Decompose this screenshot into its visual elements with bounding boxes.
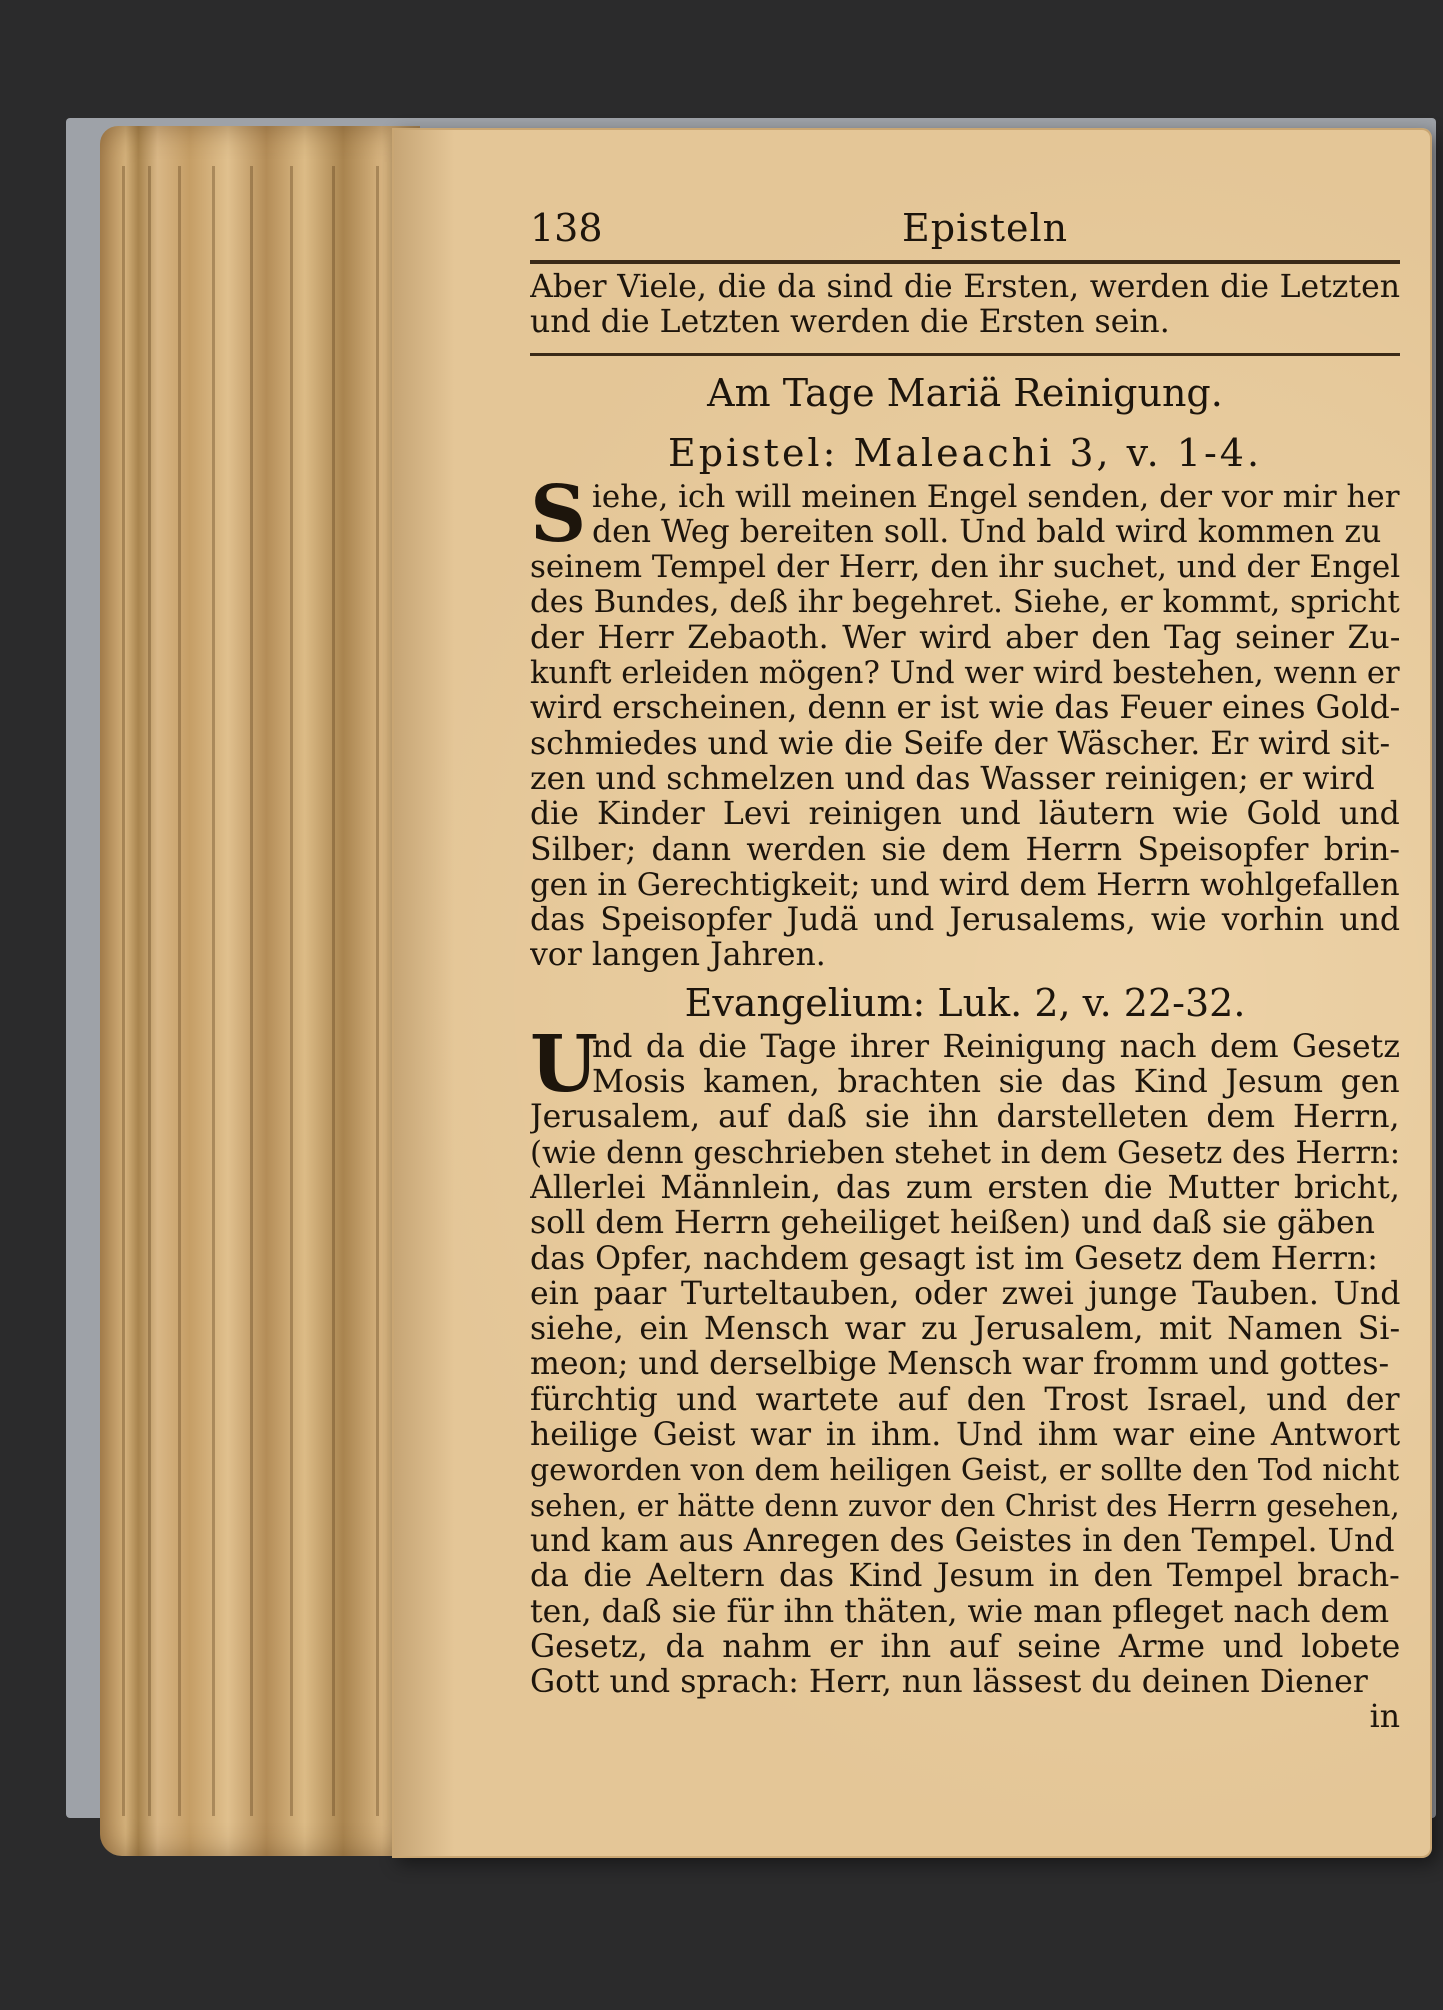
text-line: siehe, ein Mensch war zu Jerusalem, mit Namen Si- <box>530 1312 1400 1348</box>
text-line: (wie denn geschrieben stehet in dem Gesetz des Herrn: <box>530 1135 1400 1171</box>
text-line: soll dem Herrn geheiliget heißen) und daß sie gäben <box>530 1206 1375 1242</box>
text-line: nd da die Tage ihrer Reinigung nach dem Gesetz <box>592 1029 1400 1065</box>
text-line: und kam aus Anregen des Geistes in den Tempel. Und <box>530 1523 1395 1559</box>
text-line: und die Letzten werden die Ersten sein. <box>530 305 1170 341</box>
section-rule <box>530 353 1400 356</box>
running-title: Episteln <box>902 206 1069 250</box>
page-header <box>530 200 1400 260</box>
text-line: heilige Geist war in ihm. Und ihm war eine Antwort <box>530 1418 1400 1454</box>
text-line: des Bundes, deß ihr begehret. Siehe, er kommt, spricht <box>530 585 1400 621</box>
text-line: sehen, er hätte denn zuvor den Christ des Herrn gesehen, <box>530 1488 1400 1523</box>
text-line: ten, daß sie für ihn thäten, wie man pfleget nach dem <box>530 1594 1390 1630</box>
text-line: Gesetz, da nahm er ihn auf seine Arme und lobete <box>530 1629 1400 1665</box>
gospel-text <box>530 1018 1400 1701</box>
text-line: iehe, ich will meinen Engel senden, der vor mir her <box>592 479 1400 515</box>
text-line: fürchtig und wartete auf den Trost Israel, und der <box>530 1382 1400 1418</box>
epistle-text <box>530 468 1400 974</box>
text-line: das Opfer, nachdem gesagt ist im Gesetz dem Herrn: <box>530 1241 1378 1277</box>
text-line: Gott und sprach: Herr, nun lässest du deinen Diener <box>530 1665 1368 1701</box>
text-line: den Weg bereiten soll. Und bald wird kommen zu <box>592 514 1382 550</box>
book-page-edges <box>100 126 420 1856</box>
text-line: ein paar Turteltauben, oder zwei junge Tauben. Und <box>530 1276 1400 1312</box>
text-line: gen in Gerechtigkeit; und wird dem Herrn wohlgefallen <box>530 867 1400 903</box>
text-line: kunft erleiden mögen? Und wer wird bestehen, wenn er <box>530 656 1400 692</box>
gospel-dropcap: U <box>530 1018 599 1110</box>
text-line: der Herr Zebaoth. Wer wird aber den Tag seiner Zu- <box>530 620 1400 656</box>
previous-section-ending <box>530 270 1400 341</box>
catchword: in <box>1369 1699 1400 1736</box>
text-line: da die Aeltern das Kind Jesum in den Tempel brach- <box>530 1559 1400 1595</box>
epistle-dropcap: S <box>530 468 587 560</box>
text-line: Mosis kamen, brachten sie das Kind Jesum gen <box>592 1065 1400 1101</box>
text-line: Allerlei Männlein, das zum ersten die Mutter bricht, <box>530 1170 1400 1206</box>
text-line: vor langen Jahren. <box>530 938 826 974</box>
text-line: das Speisopfer Judä und Jerusalems, wie vorhin und <box>530 903 1400 939</box>
header-rule <box>530 260 1400 264</box>
page-content <box>530 200 1400 1735</box>
text-line: geworden von dem heiligen Geist, er sollte den Tod nicht <box>530 1453 1400 1489</box>
text-line: Jerusalem, auf daß sie ihn darstelleten dem Herrn, <box>530 1100 1400 1136</box>
text-line: seinem Tempel der Herr, den ihr suchet, und der Engel <box>530 550 1400 586</box>
text-line: die Kinder Levi reinigen und läutern wie Gold und <box>530 797 1400 833</box>
text-line: schmiedes und wie die Seife der Wäscher. Er wird sit- <box>530 726 1391 762</box>
page-number: 138 <box>530 206 603 250</box>
gospel-heading: Evangelium: Luk. 2, v. 22-32. <box>684 980 1246 1025</box>
text-line: Aber Viele, die da sind die Ersten, werden die Letzten <box>530 270 1400 305</box>
text-line: meon; und derselbige Mensch war fromm und gottes- <box>530 1347 1390 1383</box>
text-line: zen und schmelzen und das Wasser reinigen; er wird <box>530 761 1375 797</box>
text-line: wird erscheinen, denn er ist wie das Feuer eines Gold- <box>530 691 1400 727</box>
epistle-heading: Epistel: Maleachi 3, v. 1-4. <box>667 430 1263 475</box>
text-line: Silber; dann werden sie dem Herrn Speisopfer brin- <box>530 832 1400 868</box>
feast-title: Am Tage Mariä Reinigung. <box>707 370 1223 415</box>
